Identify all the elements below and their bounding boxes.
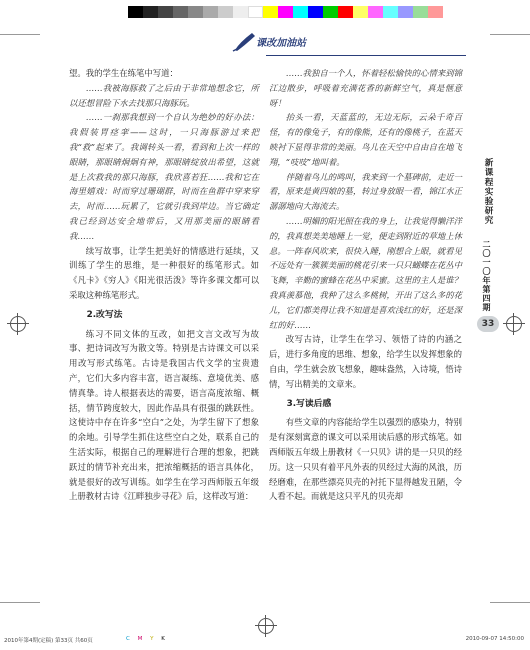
crop-line (0, 602, 40, 603)
section-heading: 3.写读后感 (286, 398, 332, 409)
paragraph: ……我被海豚救了之后由于非常地想念它，所以还想冒险下水去找那只海豚玩。 (69, 82, 259, 108)
header-underline (266, 55, 466, 56)
left-column (69, 66, 259, 504)
paragraph: 练习不同文体的互改，如把文言文改写为故事、把诗词改写为散文等。特别是古诗课文可以采用改写形式练笔。古诗是我国古代文学的宝贵遗产，它们大多内容丰富，语言凝练、意境优美、感情真挚。诗人根据表达的需要，语言高度浓缩、概括，情节跨度较大，因此作品具有很强的跳跃性。这使诗中存在许多“空白”之处，为学生留下了想象的余地。引导学生抓住这些空白之处，联系自己的生活实际，根据自己的理解进行合理的想象，把跳跃过的情节补充出来，把浓缩概括的语言具体化，就是很好的改写训练。如学生在学习西师版五年级上册教材古诗《江畔独步寻花》后，这样改写道： (69, 328, 259, 502)
crop-line (490, 34, 530, 35)
cmyk-y: Y (150, 636, 154, 642)
footer-left: 2010年第4期(定稿) 第33页 共60页 (4, 638, 93, 644)
section-heading: 2.改写法 (86, 309, 123, 320)
paragraph: ……一刹那我想到一个自认为绝妙的好办法：我假装胃痉挛——这时，一只海豚游过来把我“救”起来了。我调转头一看，看到和上次一样的眼睛，那眼睛炯炯有神，那眼睛绽放出希望，这就是上次救我的那只海豚，我欣喜若狂……我和它在海里嬉戏：时而穿过珊瑚群，时而在鱼群中穿来穿去，时而……玩累了，它就引我到岸边。当它确定我已经到达安全地带后，又用那美丽的眼睛看我…… (69, 112, 259, 241)
paragraph: 伴随着鸟儿的鸣叫，我来到一个墓碑前，走近一看，原来是黄四娘的墓，转过身放眼一看，锦江水正潺潺地向大海流去。 (269, 171, 462, 212)
paragraph: ……明媚的阳光照在我的身上，让我觉得懒洋洋的，我真想美美地睡上一觉，便走到附近的草地上休息。一阵春风吹来，很快入睡，刚想合上眼，就看见不远处有一簇簇美丽的桃花引来一只只蝴蝶在花丛中飞舞，辛勤的蜜蜂在花丛中采蜜。这里的主人是谁？我真羡慕他，我种了这么多桃树，开出了这么多的花儿，它们都美得让我不知道是喜欢浅红的好，还是深红的好…… (269, 215, 462, 330)
cmyk-c: C (126, 636, 130, 642)
registration-mark-icon (258, 618, 274, 634)
cmyk-k: K (161, 636, 165, 642)
section-title: 课改加油站 (256, 38, 306, 49)
crop-line (0, 34, 40, 35)
page-number-badge: 33 (477, 316, 499, 332)
cmyk-m: M (137, 636, 143, 642)
registration-mark-icon (506, 316, 522, 332)
issue-label: 二〇一〇年第四期 (482, 240, 492, 312)
footer-cmyk (126, 636, 165, 642)
paragraph: 望。我的学生在练笔中写道： (69, 68, 178, 78)
paragraph: 改写古诗，让学生在学习、领悟了诗的内涵之后，进行多角度的思维、想象，给学生以发挥想象的自由，学生就会放飞想象，趣味盎然，入诗境，悟诗情，写出精美的文章来。 (269, 334, 462, 389)
paragraph: 续写故事，让学生把美好的情感进行延续，又训练了学生的思维，是一种很好的练笔形式。如《凡卡》《穷人》《阳光很活泼》等许多课文都可以采取这种练笔形式。 (69, 245, 259, 300)
footer-right: 2010-09-07 14:50:00 (465, 636, 524, 642)
registration-mark-icon (10, 316, 26, 332)
journal-name: 新课程实验研究 (483, 158, 493, 226)
print-color-bar (128, 6, 443, 18)
paragraph: 有些文章的内容能给学生以强烈的感染力，特别是有深刻寓意的课文可以采用读后感的形式练笔。如西师版五年级上册教材《一只贝》讲的是一只贝的经历。这一只贝有着平凡外表的贝经过大海的风浪，历经磨难，在那些漂亮贝壳的衬托下显得越发丑陋，令人看不起。而就是这只平凡的贝壳却 (269, 417, 462, 502)
paragraph: 抬头一看，天蓝蓝的，无边无际，云朵千奇百怪，有的像兔子，有的像熊，还有的像桃子，在蓝天映衬下显得非常的美丽。鸟儿在天空中自由自在地飞翔，“吱吱”地叫着。 (269, 112, 462, 167)
crop-line (490, 602, 530, 603)
section-header (232, 30, 352, 54)
right-column (269, 66, 462, 504)
pen-icon (232, 30, 258, 52)
paragraph: ……我独自一个人，怀着轻松愉快的心情来到锦江边散步，呼吸着充满花香的新鲜空气，真是惬意呀！ (269, 68, 462, 108)
